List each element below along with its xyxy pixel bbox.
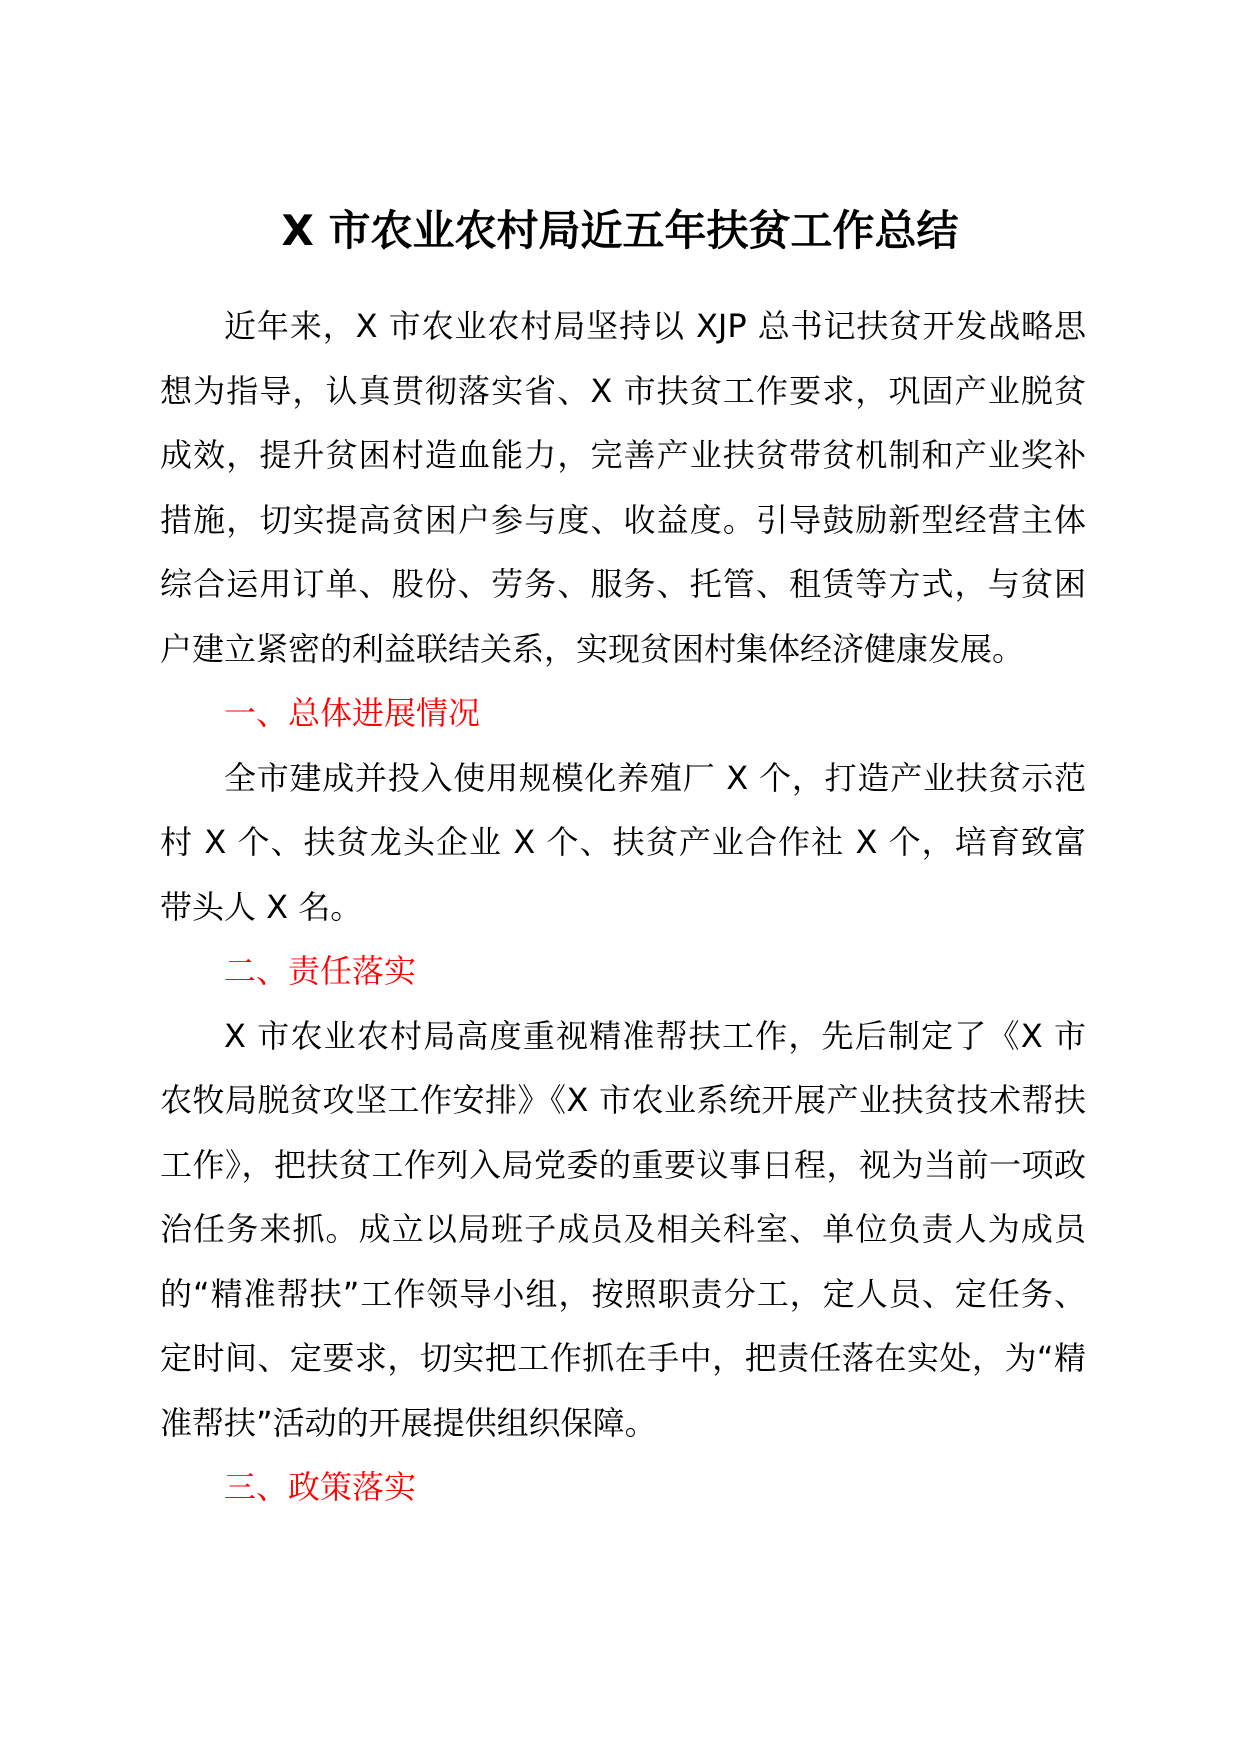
intro-paragraph: 近年来，X 市农业农村局坚持以 XJP 总书记扶贫开发战略思想为指导，认真贯彻落实省、X 市扶贫工作要求，巩固产业脱贫成效，提升贫困村造血能力，完善产业扶贫带贫机制和产业奖补措施，切实提高贫困户参与度、收益度。引导鼓励新型经营主体综合运用订单、股份、劳务、服务、托管、租赁等方式，与贫困户建立紧密的利益联结关系，实现贫困村集体经济健康发展。 [160, 307, 1086, 668]
section-body-responsibility: X 市农业农村局高度重视精准帮扶工作，先后制定了《X 市农牧局脱贫攻坚工作安排》《X 市农业系统开展产业扶贫技术帮扶工作》，把扶贫工作列入局党委的重要议事日程，视为当前一项政治任务来抓。成立以局班子成员及相关科室、单位负责人为成员的“精准帮扶”工作领导小组，按照职责分工，定人员、定任务、定时间、定要求，切实把工作抓在手中，把责任落在实处，为“精准帮扶”活动的开展提供组织保障。 [160, 1016, 1086, 1442]
document-body [160, 294, 1086, 1520]
section-heading-overall-progress: 一、总体进展情况 [224, 694, 481, 732]
section-heading-responsibility: 二、责任落实 [224, 952, 417, 990]
document-title: X 市农业农村局近五年扶贫工作总结 [281, 206, 959, 255]
section-heading-policy: 三、政策落实 [224, 1468, 417, 1506]
section-body-overall-progress: 全市建成并投入使用规模化养殖厂 X 个，打造产业扶贫示范村 X 个、扶贫龙头企业 X 个、扶贫产业合作社 X 个，培育致富带头人 X 名。 [160, 758, 1086, 926]
